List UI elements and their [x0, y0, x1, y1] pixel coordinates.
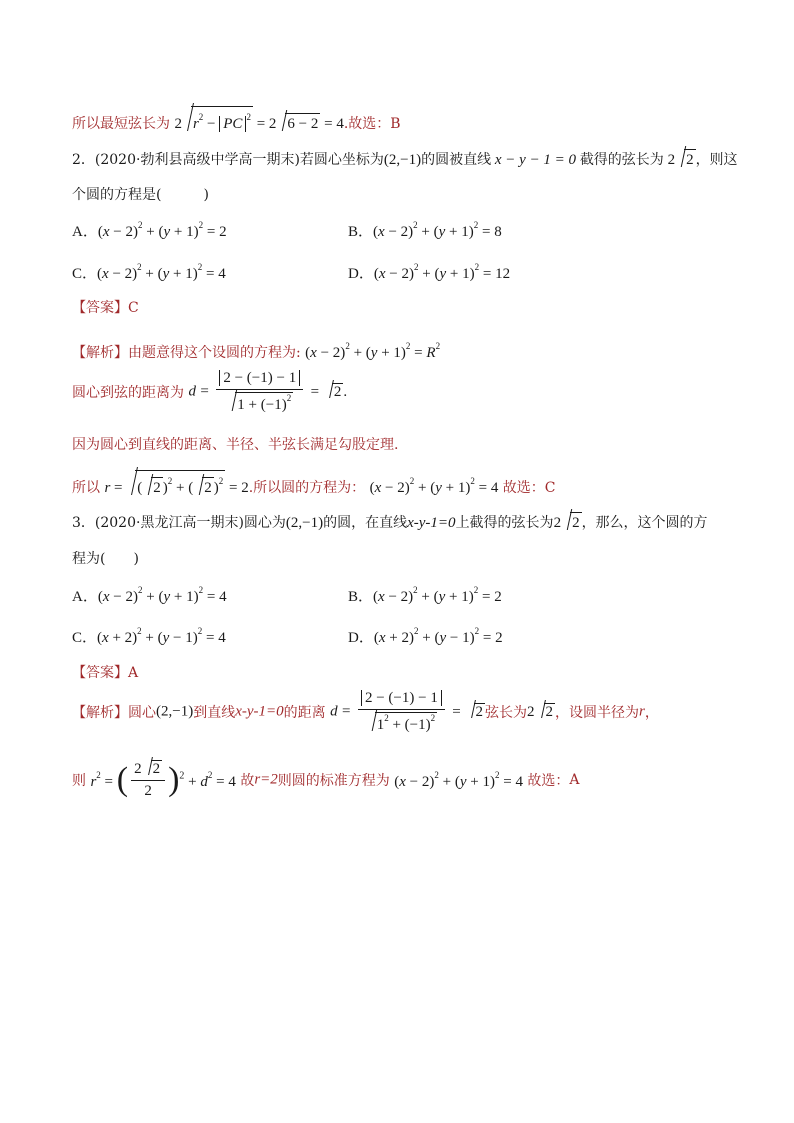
answer-value: A: [128, 665, 139, 681]
analysis-text: .所以圆的方程为：: [248, 480, 366, 496]
analysis-text: 所以: [72, 480, 100, 496]
q3-analysis-center: (2,−1): [156, 703, 194, 720]
q3-radius-equation: $r^2$ =: [90, 769, 117, 790]
prev-answer-line: [72, 106, 401, 134]
q2-stem-part: 2．(2020·勃利县高级中学高一期末)若圆心坐标为: [72, 152, 384, 168]
option-letter: D．: [348, 630, 374, 646]
analysis-text: 圆心: [128, 705, 156, 721]
q2-answer: [72, 298, 139, 318]
q2-stem-part: 截得的弦长为: [579, 152, 664, 168]
option-letter: B．: [348, 589, 374, 605]
q2-analysis-4: [72, 470, 556, 498]
answer-value: C: [128, 300, 139, 316]
q3-analysis-1: 【解析】圆心(2,−1)到直线x-y-1=0的距离 d = $\frac{2 - (-1) - 1}{1^2 + (-1)^2}$ = 2 弦长为2 2 ，设圆半径为r，: [72, 690, 659, 733]
q3-analysis-2: [72, 760, 580, 800]
q3-center: (2,−1): [285, 515, 324, 531]
answer-label: 【答案】: [72, 665, 128, 681]
q2-chord: 2 2: [664, 152, 696, 168]
right-paren: ): [168, 761, 180, 798]
q3-stem-part: 上截得的弦长为: [455, 515, 554, 531]
analysis-choice: A: [569, 772, 580, 788]
q3-option-c: C．$(x + 2)^2 + (y - 1)^2 = 4$: [72, 626, 226, 646]
q3-chord: 2 2: [554, 515, 582, 531]
analysis-text: 圆心到弦的距离为: [72, 385, 184, 401]
distance-result: = 2 .: [310, 384, 348, 400]
half-chord-fraction: $\frac{2 2}{2}$: [131, 760, 165, 800]
q3-answer: [72, 663, 138, 683]
q2-option-b: B．$(x - 2)^2 + (y + 1)^2 = 8$: [348, 220, 502, 240]
analysis-text: 的距离: [283, 705, 326, 721]
shortest-chord-formula: 2 $r^2$ − PC $^2$ = 2 6 − 2: [174, 116, 324, 132]
eq-sign: =: [342, 703, 351, 720]
option-rhs: 4: [218, 266, 226, 282]
option-rhs: 2: [495, 630, 503, 646]
option-sign: +: [173, 589, 183, 605]
option-letter: A．: [72, 589, 98, 605]
analysis-label: 【解析】: [72, 705, 128, 721]
option-letter: C．: [72, 266, 98, 282]
q2-stem-line2: 个圆的方程是( ): [72, 187, 209, 203]
prev-answer-choice: .故选：B: [343, 116, 401, 132]
q3-chord-length: 2 2: [527, 704, 554, 720]
q3-line-eq: x-y-1=0: [407, 515, 456, 531]
q2-line-eq: x − y − 1 = 0: [491, 152, 580, 168]
q3-stem-part: 的圆，在直线: [323, 515, 408, 531]
option-letter: A．: [72, 224, 98, 240]
analysis-text: 故选：: [527, 773, 570, 789]
option-sign: −: [388, 589, 397, 605]
q3-stem-part: ，那么，这个圆的方: [581, 515, 708, 531]
option-letter: C．: [72, 630, 98, 646]
q2-stem: [72, 149, 738, 170]
option-sign: +: [112, 630, 121, 646]
left-paren: (: [116, 761, 129, 798]
option-sign: −: [113, 589, 122, 605]
var-d: d: [330, 703, 338, 720]
q2-analysis-2: [72, 370, 347, 414]
option-sign: −: [173, 630, 182, 646]
q3-option-b: B．$(x - 2)^2 + (y + 1)^2 = 2$: [348, 585, 502, 605]
radius-value: r=2: [254, 771, 278, 788]
analysis-text: 则: [72, 773, 86, 789]
shortest-chord-value: = 4: [324, 116, 344, 132]
option-rhs: 4: [219, 589, 227, 605]
option-rhs: 2: [494, 589, 502, 605]
analysis-text: 弦长为: [485, 705, 528, 721]
analysis-text: 故: [240, 773, 255, 789]
q2-stem-part: 的圆被直线: [421, 152, 492, 168]
q3-stem-line2: 程为( ): [72, 551, 139, 567]
option-sign: +: [449, 589, 458, 605]
analysis-text: 故选：: [502, 480, 545, 496]
prev-answer-prefix: 所以最短弦长为: [72, 116, 170, 132]
q2-final-eq: $(x - 2)^2 + (y + 1)^2 = 4$: [369, 476, 499, 496]
analysis-text: 则圆的标准方程为: [277, 773, 390, 789]
analysis-choice: C: [544, 480, 556, 496]
q3-distance-result: = 2: [452, 704, 484, 720]
var-r: r: [639, 703, 645, 720]
var-d: d: [188, 383, 196, 400]
q3-stem: [72, 512, 708, 533]
option-letter: D．: [348, 266, 374, 282]
q2-option-c: C．$(x - 2)^2 + (y + 1)^2 = 4$: [72, 262, 226, 282]
q2-center: (2,−1): [383, 152, 422, 168]
option-sign: −: [449, 630, 459, 646]
q3-radius-rest: + $d^2 = 4$: [184, 769, 236, 790]
q2-analysis-3: 因为圆心到直线的距离、半径、半弦长满足勾股定理.: [72, 437, 399, 453]
answer-label: 【答案】: [72, 300, 128, 316]
option-rhs: 2: [219, 224, 227, 240]
option-rhs: 8: [494, 224, 502, 240]
q3-analysis-line: x-y-1=0: [235, 703, 284, 720]
q3-stem-part: 3．(2020·黑龙江高一期末)圆心为: [72, 515, 286, 531]
analysis-label: 【解析】: [72, 345, 128, 361]
eq-sign: =: [200, 383, 209, 400]
exponent-2: 2: [179, 770, 185, 782]
analysis-text: 到直线: [193, 705, 236, 721]
q3-option-d: D．$(x + 2)^2 + (y - 1)^2 = 2$: [348, 626, 503, 646]
radius-formula: r = ( 2 )$^2$ + ( 2 )$^2$ = 2: [104, 480, 248, 496]
q3-final-eq: $(x - 2)^2 + (y + 1)^2 = 4$: [394, 769, 523, 790]
option-rhs: 12: [495, 266, 511, 282]
option-letter: B．: [348, 224, 374, 240]
analysis-text: ，设圆半径为: [555, 705, 640, 721]
option-rhs: 4: [218, 630, 226, 646]
option-sign: +: [389, 630, 398, 646]
q2-option-a: A．$(x - 2)^2 + (y + 1)^2 = 2$: [72, 220, 227, 240]
q2-stem-part: ，则这: [695, 152, 738, 168]
q3-distance-fraction: $\frac{2 - (-1) - 1}{1^2 + (-1)^2}$: [358, 690, 445, 734]
q2-option-d: D．$(x - 2)^2 + (y + 1)^2 = 12$: [348, 262, 511, 282]
q3-option-a: A．$(x - 2)^2 + (y + 1)^2 = 4$: [72, 585, 227, 605]
q2-circle-eq: $(x - 2)^2 + (y + 1)^2 = R^2$: [305, 341, 441, 361]
q2-analysis-1: [72, 336, 440, 363]
distance-fraction: $\frac{2 - (-1) - 1}{1 + (-1)^2}$: [216, 370, 303, 414]
analysis-text: 由题意得这个设圆的方程为:: [128, 345, 301, 361]
